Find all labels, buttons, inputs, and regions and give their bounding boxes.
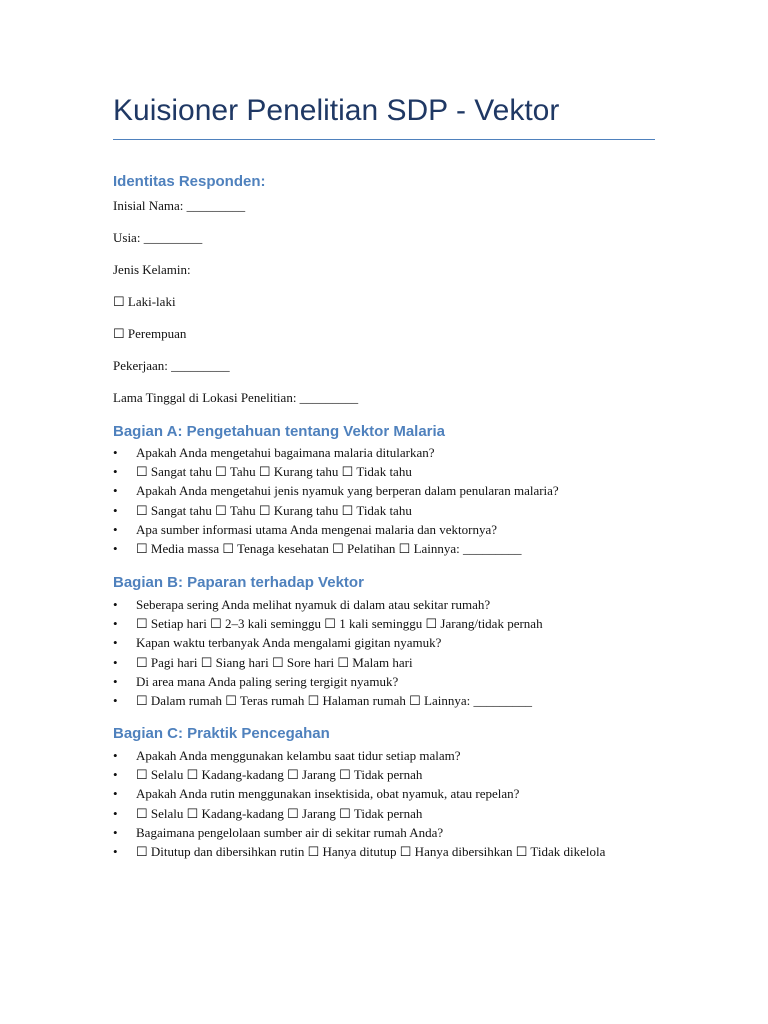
section-heading-bagian-a: Bagian A: Pengetahuan tentang Vektor Malaria bbox=[113, 423, 446, 440]
field-jenis-kelamin: Jenis Kelamin: bbox=[113, 262, 191, 277]
list-item-text: Apakah Anda mengetahui bagaimana malaria ditularkan? bbox=[136, 445, 435, 460]
title-underline bbox=[113, 139, 655, 140]
bullet-icon: • bbox=[113, 521, 118, 537]
field-lama-tinggal: Lama Tinggal di Lokasi Penelitian: _________ bbox=[113, 390, 359, 405]
bagian-a-list bbox=[113, 443, 633, 558]
option-perempuan: ☐ Perempuan bbox=[113, 326, 187, 341]
list-item bbox=[113, 501, 633, 520]
list-item-text: Seberapa sering Anda melihat nyamuk di dalam atau sekitar rumah? bbox=[136, 597, 491, 612]
list-item bbox=[113, 481, 633, 500]
list-item bbox=[113, 842, 633, 861]
bullet-icon: • bbox=[113, 824, 118, 840]
list-item-text: ☐ Pagi hari ☐ Siang hari ☐ Sore hari ☐ Malam hari bbox=[136, 654, 413, 670]
bullet-icon: • bbox=[113, 673, 118, 689]
bullet-icon: • bbox=[113, 445, 118, 460]
document-title: Kuisioner Penelitian SDP - Vektor bbox=[113, 94, 560, 127]
list-item-text: ☐ Selalu ☐ Kadang-kadang ☐ Jarang ☐ Tidak pernah bbox=[136, 767, 423, 783]
list-item bbox=[113, 462, 633, 481]
bullet-icon: • bbox=[113, 541, 118, 557]
list-item bbox=[113, 520, 633, 539]
list-item bbox=[113, 746, 633, 765]
bullet-icon: • bbox=[113, 635, 118, 651]
bullet-icon: • bbox=[113, 654, 118, 670]
field-inisial-nama: Inisial Nama: _________ bbox=[113, 198, 246, 213]
bullet-icon: • bbox=[113, 616, 118, 632]
list-item bbox=[113, 614, 633, 633]
bullet-icon: • bbox=[113, 805, 118, 821]
list-item bbox=[113, 691, 633, 710]
list-item bbox=[113, 595, 633, 614]
list-item-text: Di area mana Anda paling sering tergigit nyamuk? bbox=[136, 673, 399, 689]
bullet-icon: • bbox=[113, 767, 118, 783]
list-item bbox=[113, 823, 633, 842]
list-item bbox=[113, 653, 633, 672]
list-item bbox=[113, 539, 633, 558]
bullet-icon: • bbox=[113, 597, 118, 612]
field-usia: Usia: _________ bbox=[113, 230, 203, 245]
list-item bbox=[113, 443, 633, 462]
section-heading-bagian-b: Bagian B: Paparan terhadap Vektor bbox=[113, 574, 364, 591]
list-item-text: Apakah Anda rutin menggunakan insektisida, obat nyamuk, atau repelan? bbox=[136, 786, 520, 802]
bagian-c-list bbox=[113, 746, 633, 861]
list-item-text: ☐ Sangat tahu ☐ Tahu ☐ Kurang tahu ☐ Tidak tahu bbox=[136, 502, 412, 518]
list-item-text: Kapan waktu terbanyak Anda mengalami gigitan nyamuk? bbox=[136, 635, 442, 651]
bullet-icon: • bbox=[113, 844, 118, 860]
list-item-text: Apakah Anda mengetahui jenis nyamuk yang berperan dalam penularan malaria? bbox=[136, 483, 559, 499]
bullet-icon: • bbox=[113, 483, 118, 499]
field-pekerjaan: Pekerjaan: _________ bbox=[113, 358, 230, 373]
list-item bbox=[113, 804, 633, 823]
list-item-text: ☐ Setiap hari ☐ 2–3 kali seminggu ☐ 1 kali seminggu ☐ Jarang/tidak pernah bbox=[136, 616, 543, 632]
option-laki-laki: ☐ Laki-laki bbox=[113, 294, 176, 309]
list-item bbox=[113, 633, 633, 652]
section-heading-bagian-c: Bagian C: Praktik Pencegahan bbox=[113, 725, 330, 742]
list-item bbox=[113, 672, 633, 691]
bagian-b-list bbox=[113, 595, 633, 710]
list-item-text: Apa sumber informasi utama Anda mengenai malaria dan vektornya? bbox=[136, 521, 497, 537]
bullet-icon: • bbox=[113, 502, 118, 518]
list-item-text: ☐ Selalu ☐ Kadang-kadang ☐ Jarang ☐ Tidak pernah bbox=[136, 805, 423, 821]
list-item bbox=[113, 765, 633, 784]
list-item-text: ☐ Dalam rumah ☐ Teras rumah ☐ Halaman rumah ☐ Lainnya: _________ bbox=[136, 693, 533, 709]
section-heading-identitas: Identitas Responden: bbox=[113, 173, 266, 190]
list-item-text: Bagaimana pengelolaan sumber air di sekitar rumah Anda? bbox=[136, 824, 444, 840]
list-item-text: Apakah Anda menggunakan kelambu saat tidur setiap malam? bbox=[136, 748, 461, 763]
bullet-icon: • bbox=[113, 693, 118, 709]
list-item-text: ☐ Ditutup dan dibersihkan rutin ☐ Hanya ditutup ☐ Hanya dibersihkan ☐ Tidak dikelola bbox=[136, 844, 606, 860]
bullet-icon: • bbox=[113, 748, 118, 763]
list-item-text: ☐ Sangat tahu ☐ Tahu ☐ Kurang tahu ☐ Tidak tahu bbox=[136, 464, 412, 480]
list-item-text: ☐ Media massa ☐ Tenaga kesehatan ☐ Pelatihan ☐ Lainnya: _________ bbox=[136, 541, 522, 557]
list-item bbox=[113, 784, 633, 803]
bullet-icon: • bbox=[113, 464, 118, 480]
bullet-icon: • bbox=[113, 786, 118, 802]
